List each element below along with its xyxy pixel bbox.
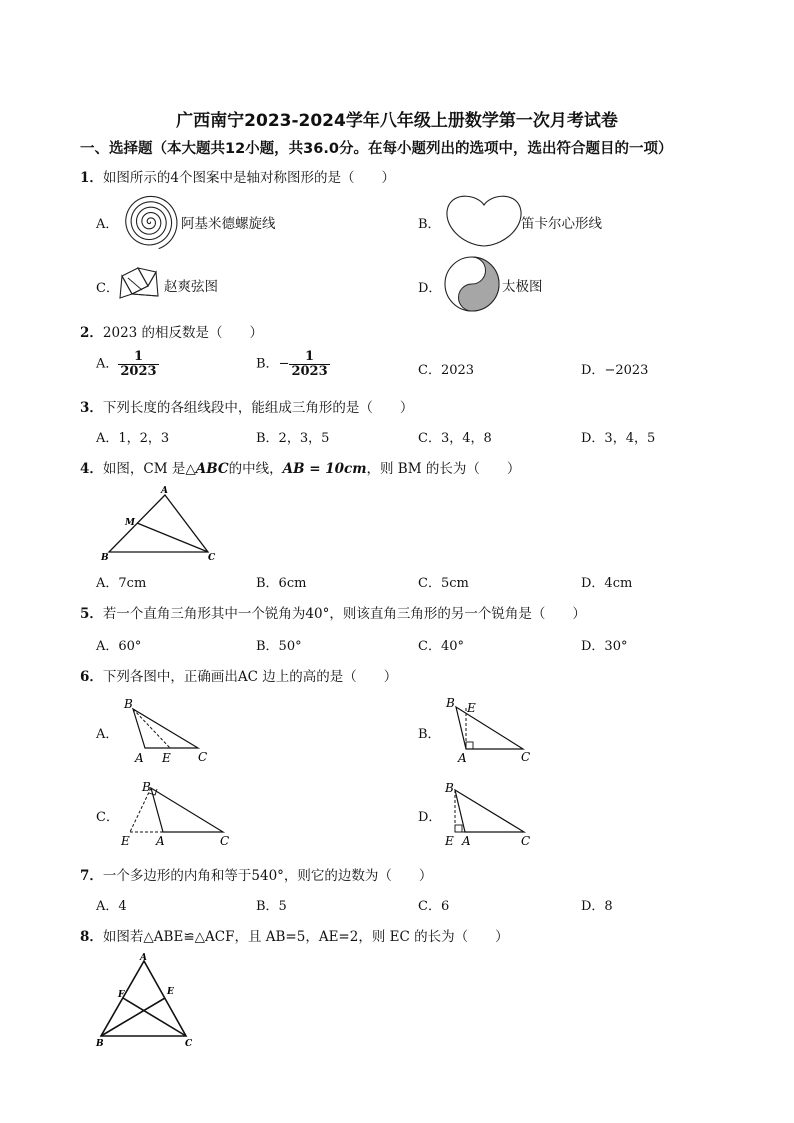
option-value: −2023 [604,363,649,378]
equation: AB = 10cm [282,461,367,477]
vertex-label-c: C [521,750,531,764]
q5-option-c: C．40° [418,639,464,654]
vertex-label-e: E [162,751,171,765]
question-1 [80,166,395,186]
option-value: 2023 [440,363,475,378]
option-letter: A． [96,356,119,372]
vertex-label-b: B [96,1039,104,1049]
q6-figure-b [440,694,540,766]
q6-option-b-letter: B． [418,727,441,742]
q6-option-a-letter: A． [96,727,119,742]
question-number: 1． [80,170,103,186]
q2-option-b [256,350,330,378]
vertex-label-a: A [458,751,467,765]
vertex-label-b: B [446,696,455,710]
vertex-label-e: E [445,834,454,848]
vertex-label-e: E [167,987,174,997]
question-number: 5． [80,606,103,622]
triangle-symbol: △ABC [185,461,229,477]
question-text: 如图若△ABE≌△ACF，且 AB=5，AE=2，则 EC 的长为（ ） [102,929,509,945]
option-letter: C． [418,363,441,378]
q8-triangle-figure [92,950,202,1050]
question-text: 下列长度的各组线段中，能组成三角形的是（ ） [102,400,414,416]
q4-option-d: D．4cm [581,576,633,591]
question-number: 2． [80,325,103,341]
question-8 [80,925,509,945]
question-number: 4． [80,461,103,477]
q1-option-b-letter: B． [418,217,441,232]
zhao-shuang-figure [118,266,162,302]
q4-option-c: C．5cm [418,576,469,591]
q4-option-a: A．7cm [96,576,147,591]
vertex-label-b: B [124,697,133,711]
question-text: 一个多边形的内角和等于540°，则它的边数为（ ） [102,868,433,884]
q1-option-a-caption: 阿基米德螺旋线 [181,216,276,232]
vertex-label-a: A [156,834,165,848]
vertex-label-c: C [185,1039,193,1049]
question-text: ，则 BM 的长为（ ） [366,461,521,477]
vertex-label-f: F [118,990,125,1000]
q3-option-a: A．1，2，3 [96,431,170,446]
fraction [289,350,329,378]
question-number: 3． [80,400,103,416]
q7-option-c: C．6 [418,899,450,914]
question-4 [80,457,520,477]
fraction-numerator: 1 [305,349,315,364]
q1-option-d-letter: D． [418,281,442,296]
q7-option-d: D．8 [581,899,613,914]
vertex-label-b: B [142,780,151,794]
q2-option-d [581,359,648,378]
vertex-label-e: E [467,701,476,715]
question-6 [80,665,397,685]
q1-option-d-caption: 太极图 [502,279,543,295]
vertex-label-a: A [462,834,471,848]
q6-figure-a [118,694,218,766]
vertex-label-c: C [208,553,216,563]
question-number: 8． [80,929,103,945]
vertex-label-m: M [125,518,135,528]
vertex-label-b: B [445,781,454,795]
vertex-label-e: E [121,834,130,848]
question-text: 如图所示的4个图案中是轴对称图形的是（ ） [102,170,395,186]
fraction-denominator: 2023 [120,363,157,379]
question-text: 2023 的相反数是（ ） [102,325,264,341]
q5-option-d: D．30° [581,639,628,654]
q3-option-d: D．3，4，5 [581,431,656,446]
option-letter: B． [256,356,279,372]
section-heading: 一、选择题（本大题共12小题，共36.0分。在每小题列出的选项中，选出符合题目的一项） [80,141,673,157]
question-number: 7． [80,868,103,884]
page-title: 广西南宁2023-2024学年八年级上册数学第一次月考试卷 [176,111,618,131]
question-7 [80,864,432,884]
q1-option-b-caption: 笛卡尔心形线 [521,216,602,232]
q5-option-a: A．60° [96,639,142,654]
vertex-label-a: A [135,751,144,765]
q1-option-c-letter: C． [96,281,119,296]
question-text: 如图，CM 是 [102,461,186,477]
q6-option-d-letter: D． [418,810,442,825]
vertex-label-a: A [161,486,168,496]
archimedean-spiral-figure [120,192,180,252]
q7-option-a: A．4 [96,899,127,914]
vertex-label-a: A [140,953,147,963]
q6-option-c-letter: C． [96,810,119,825]
q5-option-b: B．50° [256,639,302,654]
minus-sign: − [278,356,290,372]
q6-figure-c [118,778,238,850]
q1-option-c-caption: 赵爽弦图 [164,279,218,295]
question-3 [80,396,413,416]
q2-option-c [418,359,474,378]
fraction-numerator: 1 [133,349,143,364]
q3-option-b: B．2，3，5 [256,431,330,446]
q4-option-b: B．6cm [256,576,307,591]
q4-triangle-figure [98,484,222,564]
vertex-label-c: C [198,750,208,764]
fraction [118,350,158,378]
vertex-label-c: C [220,834,230,848]
q7-option-b: B．5 [256,899,287,914]
q6-figure-d [440,778,540,850]
cardioid-figure [444,193,524,249]
question-text: 下列各图中，正确画出AC 边上的高的是（ ） [102,669,398,685]
vertex-label-b: B [101,553,109,563]
question-5 [80,602,586,622]
q2-option-a [96,350,159,378]
question-number: 6． [80,669,103,685]
vertex-label-c: C [521,834,531,848]
question-text: 若一个直角三角形其中一个锐角为40°，则该直角三角形的另一个锐角是（ ） [102,606,586,622]
q1-option-a-letter: A． [96,217,119,232]
fraction-denominator: 2023 [291,363,328,379]
taiji-figure [443,255,503,315]
question-2 [80,321,263,341]
q3-option-c: C．3，4，8 [418,431,492,446]
option-letter: D． [581,363,605,378]
question-text: 的中线， [228,461,283,477]
